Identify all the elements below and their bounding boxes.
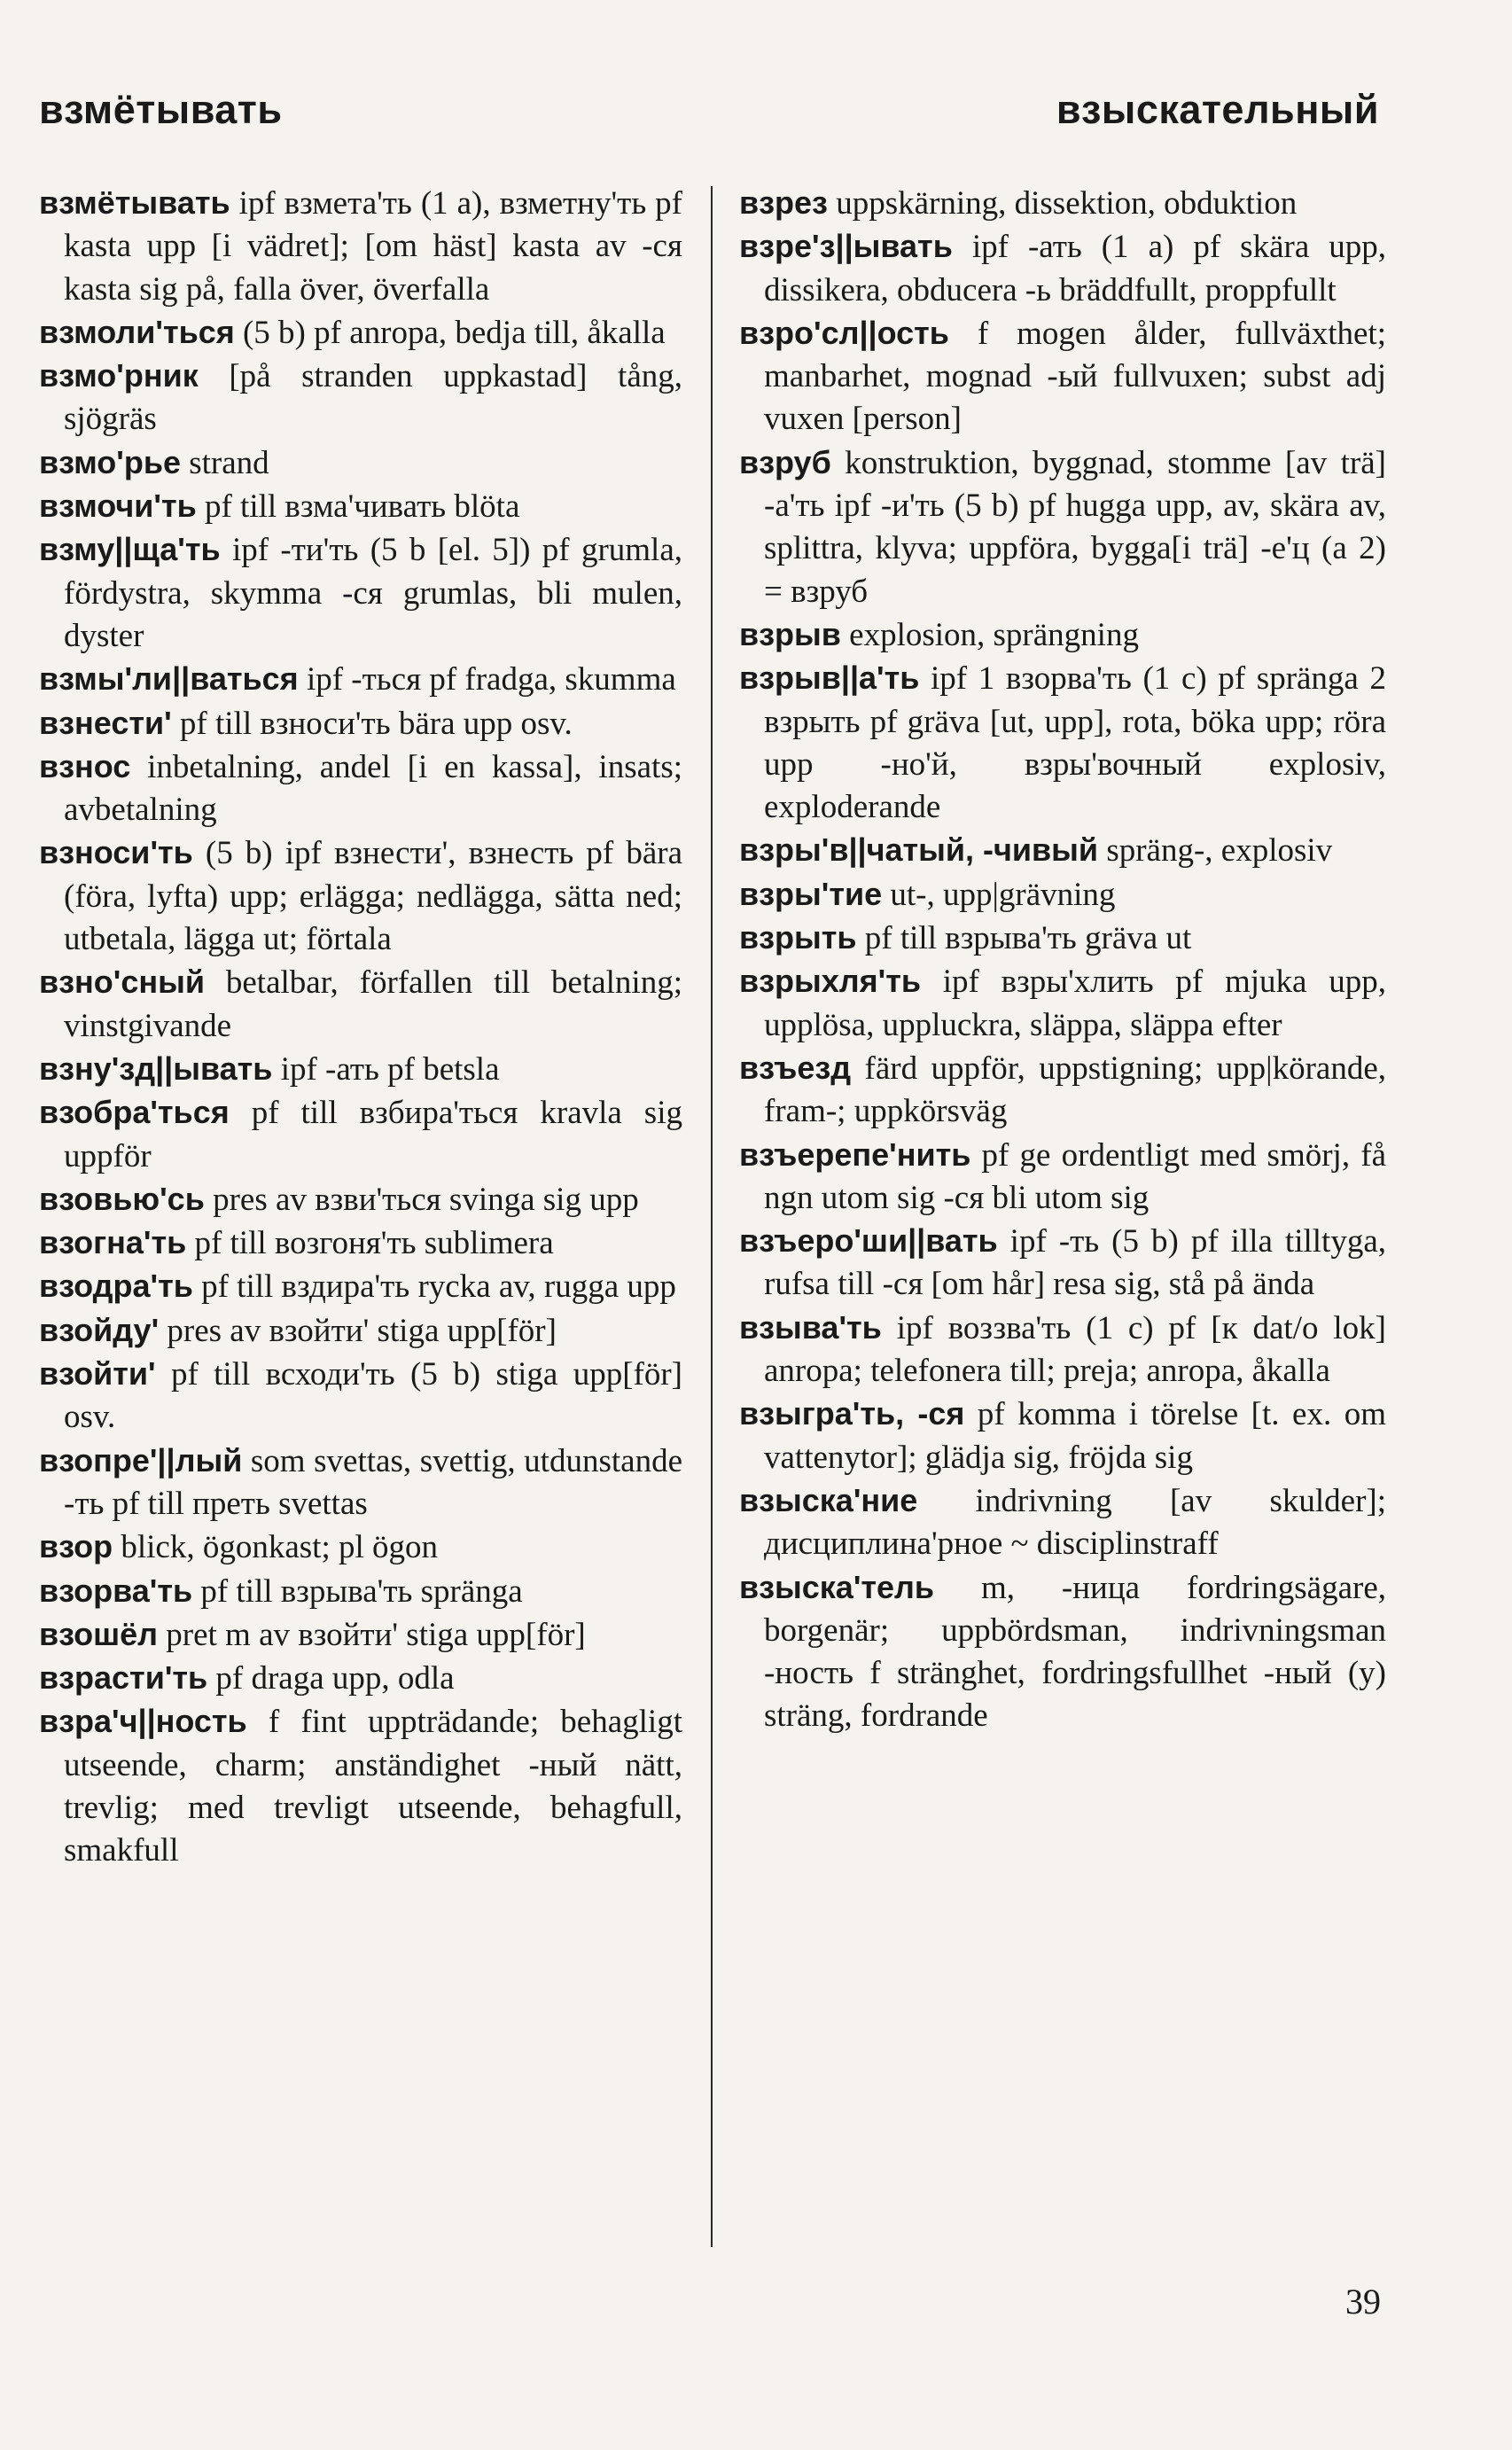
guide-word-right: взыскательный — [1056, 87, 1379, 132]
dictionary-entry — [739, 613, 1386, 657]
entry-definition: pf till возгоня'ть sublimera — [186, 1225, 554, 1262]
dictionary-entry — [39, 702, 682, 745]
entry-definition: explosion, sprängning — [840, 616, 1139, 653]
entry-headword: взыгра'ть, -ся — [739, 1395, 965, 1432]
entry-headword: взры'тие — [739, 875, 883, 912]
entry-headword: взогна'ть — [39, 1224, 187, 1261]
entry-headword: взмы'ли||ваться — [39, 660, 299, 698]
entry-definition: ipf взмета'ть (1 a), взметну'ть pf kasta upp [i vädret]; [om häst] kasta av -ся kasta sig på, falla över, överfalla — [64, 185, 682, 308]
entry-headword: взыска'тель — [739, 1568, 935, 1605]
entry-headword: взъеро'ши||вать — [739, 1222, 998, 1260]
dictionary-entry — [39, 528, 682, 658]
entry-definition: pf till взрыва'ть gräva ut — [856, 920, 1192, 957]
left-column — [39, 182, 682, 1873]
entry-definition: pres av взойти' stiga upp[för] — [159, 1312, 557, 1349]
entry-definition: (5 b) pf anropa, bedja till, åkalla — [234, 314, 666, 351]
entry-definition: pf till взрыва'ть spränga — [192, 1572, 523, 1610]
dictionary-entry — [39, 1525, 682, 1569]
entry-headword: взор — [39, 1528, 113, 1565]
dictionary-entry — [739, 960, 1386, 1047]
dictionary-entry — [39, 1353, 682, 1440]
entry-definition: ipf -ти'ть (5 b [el. 5]) pf grumla, fördystra, skymma -ся grumlas, bli mulen, dyster — [64, 532, 682, 654]
entry-definition: pf till вздира'ть rycka av, rugga upp — [192, 1268, 676, 1306]
entry-definition: pf komma i törelse [t. ex. om vattenytor]; glädja sig, fröjda sig — [764, 1396, 1386, 1476]
dictionary-entry — [739, 1220, 1386, 1307]
entry-headword: взмётывать — [39, 184, 230, 221]
dictionary-entry — [39, 1657, 682, 1700]
entry-definition: pf ge ordentligt med smörj, få ngn utom sig -ся bli utom sig — [764, 1136, 1386, 1216]
dictionary-entry — [39, 745, 682, 832]
entry-headword: взопре'||лый — [39, 1441, 243, 1479]
entry-definition: ipf -ать (1 a) pf skära upp, dissikera, obducera -ь bräddfullt, proppfullt — [764, 229, 1386, 308]
entry-headword: взрыв — [739, 615, 841, 652]
entry-headword: взойти' — [39, 1355, 156, 1393]
dictionary-entry — [739, 1393, 1386, 1479]
entry-headword: взодра'ть — [39, 1268, 193, 1305]
dictionary-entry — [739, 829, 1386, 872]
entry-headword: взыва'ть — [739, 1308, 882, 1346]
dictionary-entry — [39, 1048, 682, 1091]
entry-headword: взорва'ть — [39, 1572, 193, 1609]
dictionary-entry — [39, 831, 682, 961]
entry-definition: färd uppför, uppstigning; upp|körande, fram-; uppkörsväg — [764, 1049, 1386, 1130]
entry-headword: взно'сный — [39, 964, 205, 1001]
dictionary-entry — [39, 658, 682, 701]
entry-headword: взошёл — [39, 1615, 159, 1652]
dictionary-entry — [739, 1566, 1386, 1738]
column-divider — [711, 186, 713, 2247]
entry-definition: uppskärning, dissektion, obduktion — [827, 185, 1298, 222]
entry-headword: взрыть — [739, 919, 857, 956]
dictionary-entry — [39, 1440, 682, 1526]
entry-definition: pf till всходи'ть (5 b) stiga upp[för] osv. — [64, 1356, 682, 1436]
dictionary-entry — [39, 182, 682, 311]
entry-headword: взрасти'ть — [39, 1659, 208, 1697]
entry-headword: взмо'рник — [39, 357, 199, 394]
entry-definition: ipf -ать pf betsla — [272, 1050, 500, 1088]
entry-headword: взра'ч||ность — [39, 1703, 247, 1740]
dictionary-entry — [739, 1134, 1386, 1221]
dictionary-entry — [39, 1178, 682, 1221]
dictionary-entry — [739, 917, 1386, 960]
dictionary-entry — [739, 1047, 1386, 1134]
entry-headword: взыска'ние — [739, 1481, 918, 1518]
entry-headword: взъезд — [739, 1049, 852, 1086]
dictionary-entry — [739, 1307, 1386, 1393]
entry-definition: pret m av взойти' stiga upp[för] — [158, 1616, 586, 1653]
entry-headword: взобра'ться — [39, 1094, 230, 1131]
entry-headword: взры'в||чатый, -чивый — [739, 831, 1099, 869]
entry-headword: взму||ща'ть — [39, 531, 221, 568]
dictionary-entry — [739, 441, 1386, 613]
entry-definition: konstruktion, byggnad, stomme [av trä] -а'ть ipf -и'ть (5 b) pf hugga upp, av, skära av, splittra, klyva; uppföra, bygga[i trä] -е'ц (a 2) = взруб — [764, 444, 1386, 610]
entry-headword: взноси'ть — [39, 834, 193, 871]
entry-definition: f fint uppträdande; behagligt utseende, charm; anständighet -ный nätt, trevlig; med trevligt utseende, behagfull, smakfull — [64, 1704, 682, 1869]
dictionary-entry — [739, 873, 1386, 917]
entry-definition: som svettas, svettig, utdunstande -ть pf till преть svettas — [64, 1442, 682, 1522]
entry-headword: взъерепе'нить — [739, 1135, 971, 1173]
entry-definition: f mogen ålder, fullväxthet; manbarhet, mognad -ый fullvuxen; subst adj vuxen [person] — [764, 315, 1386, 438]
dictionary-entry — [39, 961, 682, 1048]
entry-definition: blick, ögonkast; pl ögon — [113, 1529, 439, 1566]
dictionary-entry — [739, 182, 1386, 225]
entry-definition: indrivning [av skulder]; дисциплина'рное ~ disciplinstraff — [764, 1482, 1386, 1563]
dictionary-entry — [739, 225, 1386, 312]
entry-definition: pf till взбира'ться kravla sig uppför — [64, 1095, 682, 1174]
dictionary-entry — [39, 1570, 682, 1613]
dictionary-entry — [739, 1479, 1386, 1566]
entry-definition: ipf воззва'ть (1 c) pf [к dat/o lok] anropa; telefonera till; preja; anropa, åkalla — [764, 1309, 1386, 1390]
entry-headword: взнос — [39, 747, 131, 784]
entry-definition: ipf -ться pf fradga, skumma — [298, 661, 676, 698]
entry-definition: [på stranden uppkastad] tång, sjögräs — [64, 358, 682, 438]
page-number: 39 — [1345, 2282, 1381, 2321]
entry-definition: pres av взви'ться svinga sig upp — [204, 1181, 639, 1218]
entry-headword: взмочи'ть — [39, 488, 197, 525]
entry-headword: взрез — [739, 184, 828, 221]
dictionary-entry — [39, 485, 682, 528]
dictionary-entry — [39, 355, 682, 441]
entry-definition: pf till взма'чивать blöta — [196, 488, 520, 526]
dictionary-entry — [39, 1265, 682, 1308]
entry-headword: взрыв||а'ть — [739, 659, 920, 697]
entry-headword: взмоли'ться — [39, 313, 235, 350]
entry-definition: ipf 1 взорва'ть (1 c) pf spränga 2 взрыть pf gräva [ut, upp], rota, böka upp; röra upp -но'й, взры'вочный explosiv, exploderande — [764, 660, 1386, 826]
entry-definition: pf draga upp, odla — [207, 1660, 455, 1697]
dictionary-entry — [39, 311, 682, 355]
entry-definition: ut-, upp|grävning — [882, 876, 1116, 913]
entry-headword: взнести' — [39, 704, 172, 741]
entry-headword: взойду' — [39, 1311, 160, 1348]
entry-headword: взмо'рье — [39, 443, 181, 480]
entry-headword: взре'з||ывать — [739, 228, 953, 265]
dictionary-entry — [39, 1091, 682, 1178]
entry-definition: strand — [180, 444, 269, 481]
entry-definition: m, -ница fordringsägare, borgenär; uppbördsman, indrivningsman -ность f stränghet, fordringsfullhet -ный (y) sträng, fordrande — [764, 1569, 1386, 1735]
dictionary-entry — [39, 1309, 682, 1353]
entry-definition: betalbar, förfallen till betalning; vinstgivande — [64, 964, 682, 1044]
entry-definition: (5 b) ipf взнести', взнесть pf bära (föra, lyfta) upp; erlägga; nedlägga, sätta ned; utbetala, lägga ut; förtala — [64, 835, 682, 958]
dictionary-entry — [739, 312, 1386, 441]
dictionary-entry — [39, 441, 682, 485]
entry-headword: взро'сл||ость — [739, 314, 949, 351]
entry-headword: взрыхля'ть — [739, 963, 921, 1000]
dictionary-entry — [39, 1613, 682, 1657]
entry-definition: ipf взры'хлить pf mjuka upp, upplösa, uppluckra, släppa, släppa efter — [764, 964, 1386, 1043]
dictionary-entry — [39, 1700, 682, 1872]
guide-word-left: взмётывать — [39, 87, 283, 132]
right-column — [739, 182, 1386, 1738]
dictionary-entry — [39, 1221, 682, 1265]
entry-headword: взруб — [739, 443, 831, 480]
entry-definition: inbetalning, andel [i en kassa], insats; avbetalning — [64, 748, 682, 829]
entry-headword: взовью'сь — [39, 1180, 205, 1217]
dictionary-entry — [739, 657, 1386, 829]
entry-definition: ipf -ть (5 b) pf illa tilltyga, rufsa till -ся [om hår] resa sig, stå på ända — [764, 1223, 1386, 1303]
entry-headword: взну'зд||ывать — [39, 1049, 273, 1087]
entry-definition: pf till взноси'ть bära upp osv. — [171, 705, 573, 742]
entry-definition: spräng-, explosiv — [1098, 832, 1333, 870]
